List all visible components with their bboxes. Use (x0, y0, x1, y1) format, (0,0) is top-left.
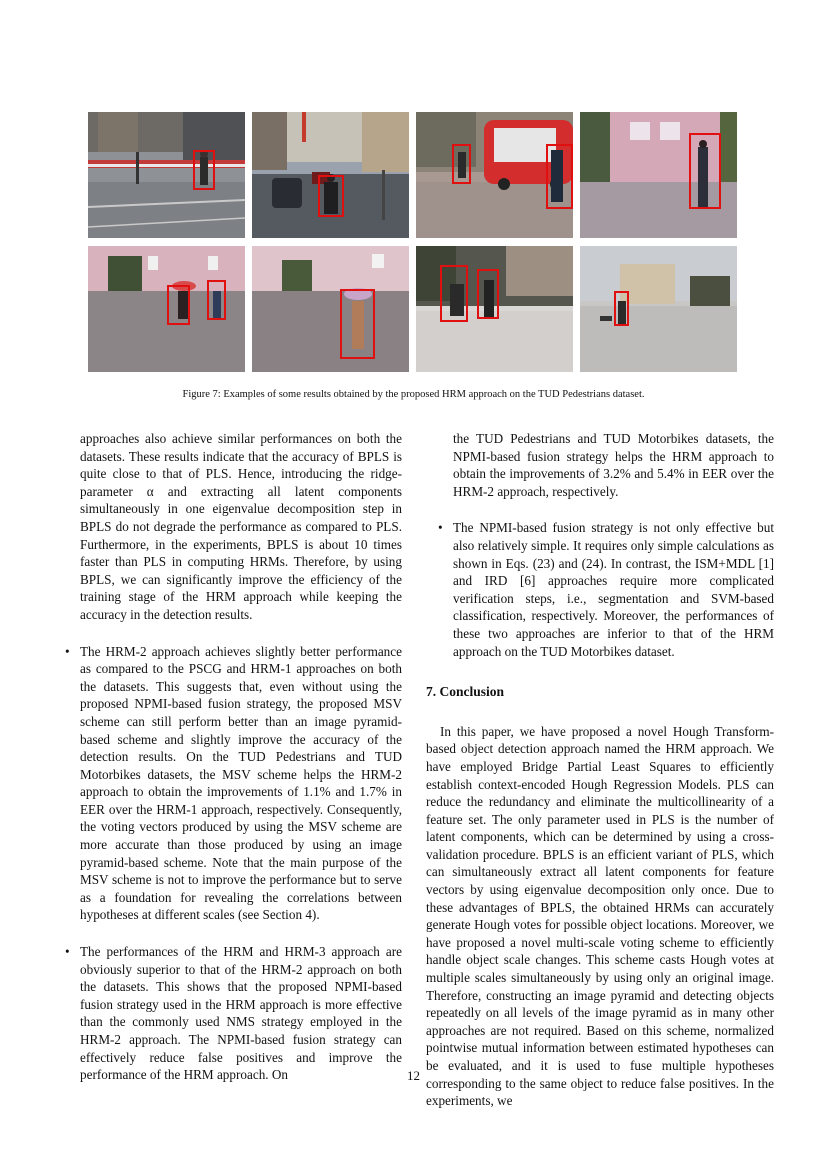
result-image-6 (252, 246, 409, 372)
paragraph-continuation: the TUD Pedestrians and TUD Motorbikes datasets, the NPMI-based fusion strategy helps the HRM approach to obtain the improvements of 3.2% and 5.4% in EER over the HRM-2 approach, respectively. (453, 431, 774, 499)
bullet-item-hrm-hrm3 (65, 943, 402, 1084)
bullet-marker: • (65, 944, 70, 960)
figure-caption: Figure 7: Examples of some results obtained by the proposed HRM approach on the TUD Pedestrians dataset. (182, 389, 645, 400)
bullet-marker: • (438, 520, 443, 536)
result-image-2 (252, 112, 409, 238)
bullet-marker: • (65, 643, 70, 659)
figure-7-image-grid (88, 112, 738, 372)
bullet-text: The NPMI-based fusion strategy is not only effective but also relatively simple. It requires only simple calculations as shown in Eqs. (23) and (24). In contrast, the ISM+MDL [1] and IRD [6] approaches require more complicated verification steps, i.e., segmentation and SVM-based classification, respectively. Moreover, the performances of these two approaches are inferior to that of the HRM approach on the TUD Motorbikes dataset. (453, 520, 774, 659)
right-column (426, 430, 774, 1110)
result-image-8 (580, 246, 737, 372)
section-heading-conclusion: 7. Conclusion (426, 684, 505, 700)
result-image-4 (580, 112, 737, 238)
result-image-5 (88, 246, 245, 372)
bullet-text: The HRM-2 approach achieves slightly better performance as compared to the PSCG and HRM-1 approaches on both the datasets. This suggests that, even without using the proposed NPMI-based fusion strategy, the proposed MSV scheme can still perform better than an image pyramid-based scheme and slightly improve the accuracy of the detection results. On the TUD Pedestrians and TUD Motorbikes datasets, the MSV scheme helps the HRM-2 approach to obtain the improvements of 1.1% and 1.7% in EER over the HRM-1 approach, respectively. Consequently, the voting vectors produced by using the MSV scheme are more accurate than those produced by using an image pyramid-based scheme. Note that the main purpose of the MSV scheme is not to improve the performance but to serve as a foundation for revealing the correlations between hypotheses at different scales (see Section 4). (80, 643, 402, 923)
page-number: 12 (407, 1068, 420, 1083)
conclusion-paragraph: In this paper, we have proposed a novel Hough Transform-based object detection approach named the HRM approach. We have employed Bridge Partial Least Squares to efficiently establish context-encoded Hough Regression Models. PLS can reduce the redundancy and eliminate the multicollinearity of a feature set. The only parameter used in PLS is the number of latent components, which can be determined by using a cross-validation procedure. BPLS is an efficient variant of PLS, which can simultaneously extract all latent components for feature vectors by using eigenvalue decomposition only once. Due to these advantages of BPLS, the obtained HRMs can accurately generate Hough votes for possible object locations. Moreover, we have proposed a novel multi-scale voting scheme to efficiently handle object scale changes. This scheme casts Hough votes at multiple scales simultaneously by using only an original image. Therefore, constructing an image pyramid and detecting objects repeatedly on all levels of the image pyramid as in many other approaches are not required. Based on this scheme, normalized pointwise mutual information between estimated hypotheses can be evaluated, and it is used to fuse multiple hypotheses corresponding to the same object to reduce false positives. In the experiments, we (426, 723, 774, 1109)
left-column (65, 430, 402, 1084)
result-image-3 (416, 112, 573, 238)
bullet-text: The performances of the HRM and HRM-3 approach are obviously superior to that of the HRM-2 approach on both the datasets. This shows that the proposed NPMI-based fusion strategy used in the HRM approach is more effective than the commonly used NMS strategy employed in the HRM-2 approach. The NPMI-based fusion strategy can effectively reduce false positives and improve the performance of the HRM approach. On (80, 944, 402, 1083)
figure-row-bottom (88, 246, 738, 372)
figure-row-top (88, 112, 738, 238)
bullet-item-npmi (426, 519, 774, 660)
bullet-item-hrm2 (65, 643, 402, 925)
result-image-7 (416, 246, 573, 372)
paragraph-continuation: approaches also achieve similar performances on both the datasets. These results indicate that the accuracy of BPLS is quite close to that of PLS. Hence, introducing the ridge-parameter α and extracting all latent components simultaneously in one eigenvalue decomposition step in BPLS do not degrade the performance as compared to PLS. Furthermore, in the experiments, BPLS is about 10 times faster than PLS in computing HRMs. Therefore, by using BPLS, we can significantly improve the efficiency of the training stage of the HRM approach while keeping the accuracy in the detection results. (80, 431, 402, 622)
result-image-1 (88, 112, 245, 238)
